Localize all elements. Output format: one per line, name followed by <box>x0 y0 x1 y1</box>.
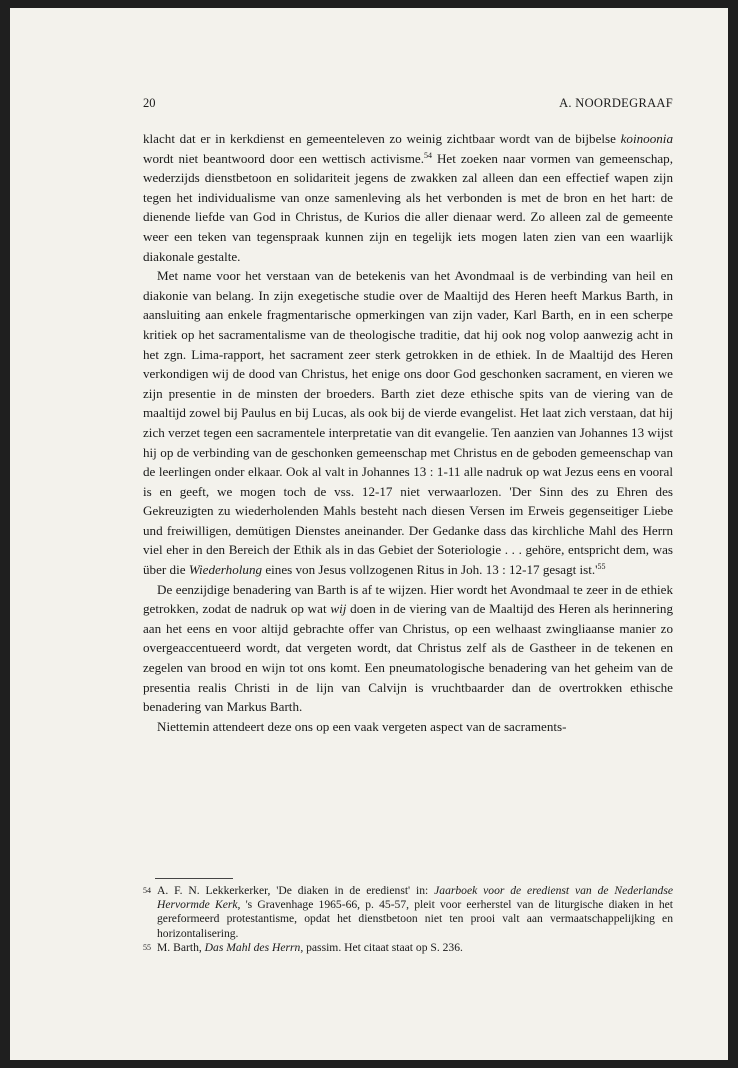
page-number: 20 <box>143 96 156 110</box>
paragraph: De eenzijdige benadering van Barth is af te wijzen. Hier wordt het Avondmaal te zeer in de ethiek getrokken, zodat de nadruk op wat wij doen in de viering van de Maaltijd des Heren als herinnering aan het eens en voor altijd gebrachte offer van Christus, op een welhaast zwingliaanse manier zo overgeaccentueerd wordt, dat vergeten wordt, dat Christus zelf als de Gastheer in de tekenen en zegelen van brood en wijn tot ons komt. Een pneumatologische benadering van het geheim van de presentia realis Christi in de lijn van Calvijn is vruchtbaarder dan de overtrokken ethische benadering van Markus Barth. <box>143 581 674 715</box>
footnote: 54 A. F. N. Lekkerkerker, 'De diaken in de eredienst' in: Jaarboek voor de eredienst van de Nederlandse Hervormde Kerk, 's Gravenhage 1965-66, p. 45-57, pleit voor eerherstel van de liturgische diaken in het gereformeerd protestantisme, opdat het dienstbetoon niet ten prooi valt aan vermaatschappelijking en horizontalisering. <box>143 884 673 940</box>
paragraph: klacht dat er in kerkdienst en gemeenteleven zo weinig zichtbaar wordt van de bijbelse koinoonia wordt niet beantwoord door een wettisch activisme.$^{54}$ Het zoeken naar vormen van gemeenschap, wederzijds dienstbetoon en solidariteit jegens de zwakken zal alleen dan een effectief wapen zijn tegen het individualisme van onze samenleving als het verbonden is met de bron en het hart: de dienende liefde van God in Christus, de Kurios die aller dienaar werd. Zo alleen zal de gemeente weer een teken van tegenspraak kunnen zijn en tegelijk iets mogen laten zien van een waarlijk diakonale gestalte. <box>143 131 673 264</box>
footnote-ref: 55 <box>597 562 606 572</box>
document-page <box>10 8 728 1060</box>
paragraph: Met name voor het verstaan van de betekenis van het Avondmaal is de verbinding van heil en diakonie van belang. In zijn exegetische studie over de Maaltijd des Heren heeft Markus Barth, in aansluiting aan enkele fragmentarische opmerkingen van zijn vader, Karl Barth, en in een scherpe kritiek op het sacramentalisme van de theologische traditie, dat hij ook nog volop aanwezig acht in het zgn. Lima-rapport, het sacrament zeer sterk getrokken in de ethiek. In de Maaltijd des Heren verkondigen wij de dood van Christus, het enige ons door God geschonken sacrament, en vieren we zijn presentie in de minsten der broeders. Barth ziet deze ethische spits van de viering van de maaltijd zowel bij Paulus en bij Lucas, als ook bij de vierde evangelist. Het laat zich verstaan, dat hij zich verzet tegen een sacramentele interpretatie van dit evangelie. Ten aanzien van Johannes 13 wijst hij op de verbinding van de geschonken gemeenschap met Christus en de geboden gemeenschap van de leerlingen onder elkaar. Ook al valt in Johannes 13 : 1-11 alle nadruk op wat Jezus eens en vooral is en geeft, we mogen toch de vss. 12-17 niet verwaarlozen. 'Der Sinn des zu Ehren des Gekreuzigten zu wiederholenden Mahls besteht nach diesen Versen im Erweis gegenseitiger Liebe und freiwilligen, demütigen Dienstes aneinander. Der Gedanke dass das kirchliche Mahl des Herrn viel eher in den Bereich der Ethik als in das Gebiet der Soteriologie . . . gehöre, entspricht dem, was über die Wiederholung eines von Jesus vollzogenen Ritus in Joh. 13 : 12-17 gesagt $ist.'^{55}$ <box>143 268 673 578</box>
footnote-mark: 54 <box>143 886 151 895</box>
footnote-ref: 54 <box>424 150 433 160</box>
paragraph: Niettemin attendeert deze ons op een vaak vergeten aspect van de sacraments- <box>157 718 567 734</box>
footnote-divider <box>155 878 233 879</box>
running-head-author: A. NOORDEGRAAF <box>559 96 673 110</box>
footnotes <box>143 884 673 955</box>
footnote-mark: 55 <box>143 942 151 952</box>
body-text <box>143 129 673 736</box>
running-header <box>143 96 673 114</box>
footnote: 55 M. Barth, Das Mahl des Herrn, passim. Het citaat staat op S. 236. <box>143 940 463 954</box>
